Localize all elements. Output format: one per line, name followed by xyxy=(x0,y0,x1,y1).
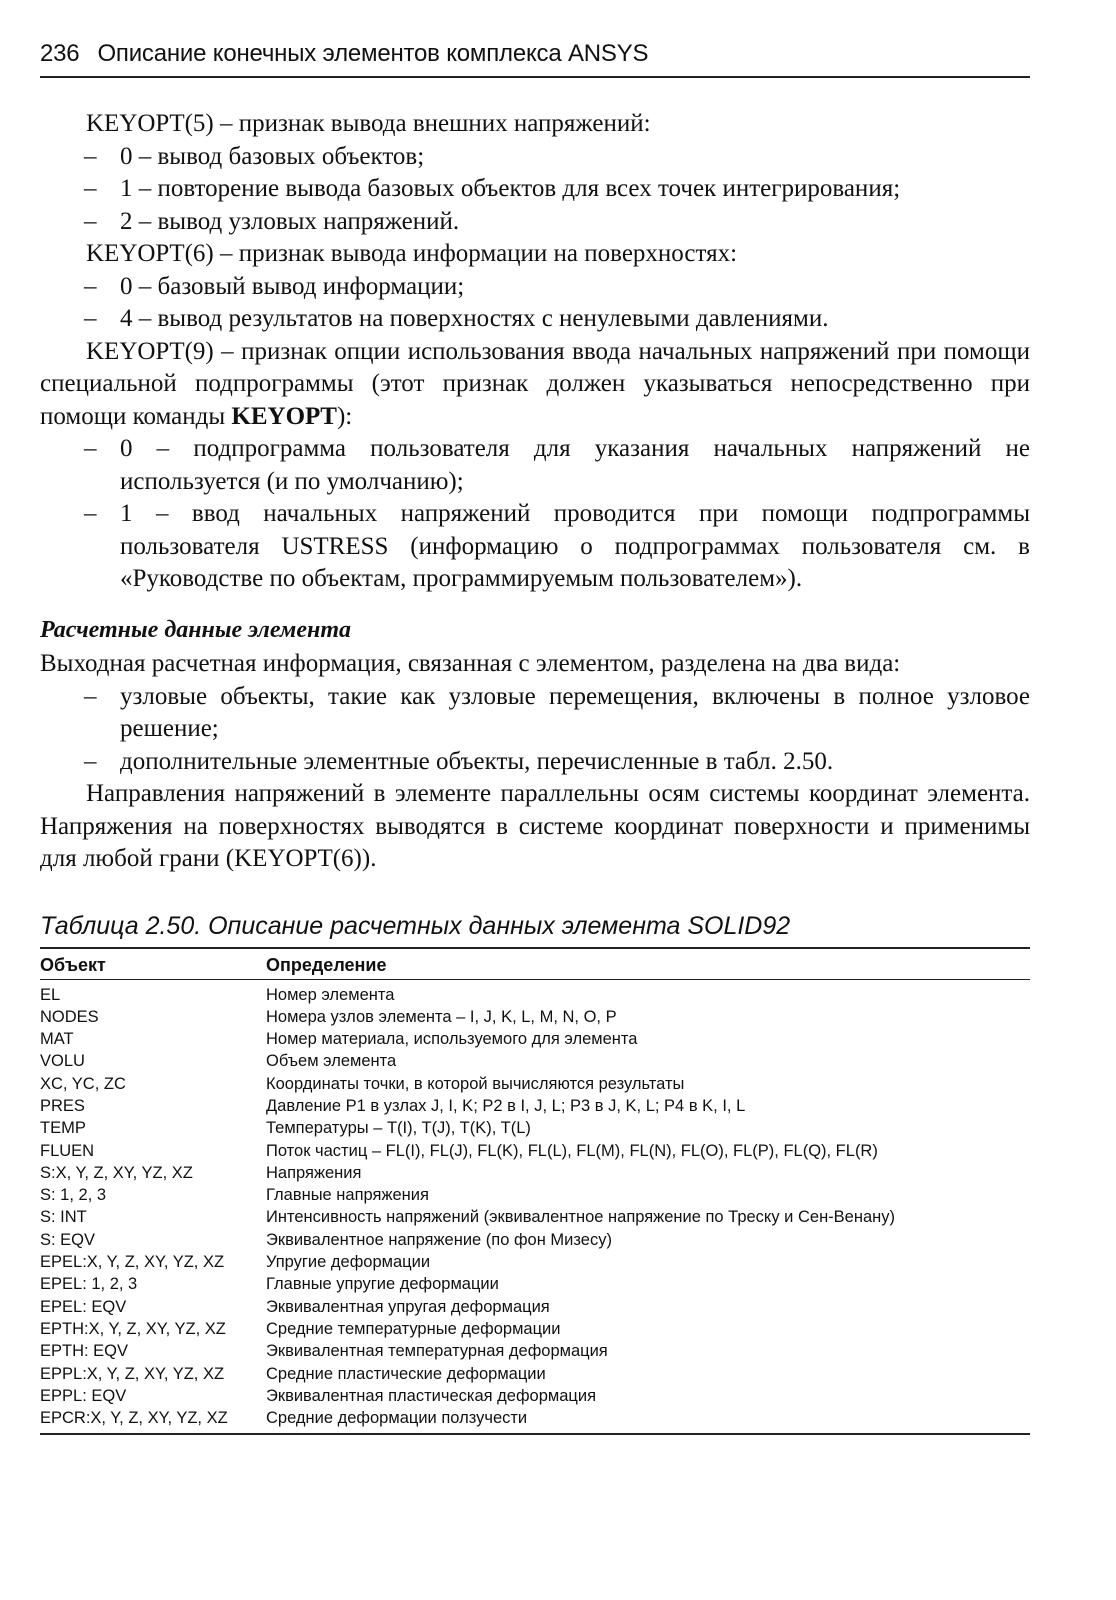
cell-object: EPEL:X, Y, Z, XY, YZ, XZ xyxy=(40,1253,225,1272)
cell-object: S:X, Y, Z, XY, YZ, XZ xyxy=(40,1163,193,1182)
keyopt9-intro: KEYOPT(9) – признак опции использования ввода начальных напряжений при помощи специальной подпрограммы (этот признак должен указываться непосредственно при помощи команды KEYOPT): xyxy=(40,337,1030,430)
cell-definition: Интенсивность напряжений (эквивалентное напряжение по Треску и Сен-Венану) xyxy=(266,1208,895,1227)
cell-object: FLUEN xyxy=(40,1141,95,1160)
cell-object: EPTH:X, Y, Z, XY, YZ, XZ xyxy=(40,1319,226,1338)
table-row xyxy=(40,1407,1030,1429)
table-row xyxy=(40,1385,1030,1407)
running-head xyxy=(40,40,1030,78)
list-item: – 2 – вывод узловых напряжений. xyxy=(84,207,460,235)
cell-definition: Главные напряжения xyxy=(266,1186,429,1205)
cell-object: VOLU xyxy=(40,1052,85,1071)
cell-object: XC, YC, ZC xyxy=(40,1074,126,1093)
output-table xyxy=(40,949,1030,1430)
cell-definition: Температуры – T(I), T(J), T(K), T(L) xyxy=(266,1119,531,1138)
cell-definition: Упругие деформации xyxy=(266,1253,431,1272)
cell-object: TEMP xyxy=(40,1119,86,1138)
list-item: – 4 – вывод результатов на поверхностях с ненулевыми давлениями. xyxy=(84,305,829,332)
cell-definition: Эквивалентная пластическая деформация xyxy=(266,1386,597,1405)
column-header: Объект xyxy=(40,949,266,980)
list-item: – узловые объекты, такие как узловые перемещения, включены в полное узловое решение; xyxy=(84,682,1030,742)
table-row xyxy=(40,1006,1030,1028)
list-item: – дополнительные элементные объекты, перечисленные в табл. 2.50. xyxy=(84,747,834,775)
cell-definition: Номера узлов элемента – I, J, K, L, M, N, O, P xyxy=(266,1007,617,1026)
table-row xyxy=(40,1251,1030,1273)
table-row xyxy=(40,1117,1030,1139)
cell-definition: Эквивалентная температурная деформация xyxy=(266,1342,608,1361)
cell-definition: Эквивалентное напряжение (по фон Мизесу) xyxy=(266,1230,612,1249)
cell-definition: Объем элемента xyxy=(266,1052,397,1071)
cell-definition: Главные упругие деформации xyxy=(266,1275,499,1294)
cell-definition: Номер элемента xyxy=(266,985,395,1004)
table-title: Таблица 2.50. Описание расчетных данных элемента SOLID92 xyxy=(40,912,1030,949)
cell-definition: Координаты точки, в которой вычисляются результаты xyxy=(266,1074,685,1093)
table-row xyxy=(40,1296,1030,1318)
keyopt6-intro: KEYOPT(6) – признак вывода информации на поверхностях: xyxy=(86,240,738,267)
table-row xyxy=(40,1206,1030,1228)
cell-definition: Средние температурные деформации xyxy=(266,1319,561,1338)
cell-object: NODES xyxy=(40,1007,99,1026)
body-text xyxy=(40,108,1030,876)
table-row xyxy=(40,1095,1030,1117)
page-number: 236 xyxy=(40,40,80,67)
cell-definition: Средние деформации ползучести xyxy=(266,1409,528,1428)
table-row xyxy=(40,1363,1030,1385)
cell-definition: Эквивалентная упругая деформация xyxy=(266,1297,550,1316)
section-paragraph: Направления напряжений в элементе параллельны осям системы координат элемента. Напряжения на поверхностях выводятся в системе координат поверхности и применимы для любой грани (KEYOPT(6)). xyxy=(40,780,1030,872)
cell-object: EPEL: EQV xyxy=(40,1297,127,1316)
table-row xyxy=(40,1073,1030,1095)
cell-object: EPPL: EQV xyxy=(40,1386,127,1405)
table-row xyxy=(40,979,1030,1006)
cell-definition: Напряжения xyxy=(266,1163,362,1182)
section-intro: Выходная расчетная информация, связанная с элементом, разделена на два вида: xyxy=(40,650,901,677)
cell-object: EPEL: 1, 2, 3 xyxy=(40,1275,138,1294)
list-item: – 1 – повторение вывода базовых объектов для всех точек интегрирования; xyxy=(84,175,901,202)
cell-object: S: 1, 2, 3 xyxy=(40,1186,107,1205)
table-row xyxy=(40,1028,1030,1050)
cell-object: PRES xyxy=(40,1096,85,1115)
cell-object: S: EQV xyxy=(40,1230,96,1249)
cell-definition: Номер материала, используемого для элемента xyxy=(266,1030,638,1049)
table-bottom-rule xyxy=(40,1433,1030,1435)
keyopt5-intro: KEYOPT(5) – признак вывода внешних напряжений: xyxy=(86,110,651,137)
list-item: – 0 – подпрограмма пользователя для указания начальных напряжений не используется (и по умолчанию); xyxy=(84,435,1030,495)
table-row xyxy=(40,1050,1030,1072)
cell-object: S: INT xyxy=(40,1208,87,1227)
table-header-row xyxy=(40,949,1030,980)
table-row xyxy=(40,1140,1030,1162)
list-item: – 1 – ввод начальных напряжений проводится при помощи подпрограммы пользователя USTRESS (информацию о подпрограммах пользователя см. в «Руководстве по объектам, программируемым пользователем»). xyxy=(84,500,1030,592)
list-item: – 0 – базовый вывод информации; xyxy=(84,272,465,300)
list-item: – 0 – вывод базовых объектов; xyxy=(84,142,425,170)
table-row xyxy=(40,1184,1030,1206)
cell-definition: Средние пластические деформации xyxy=(266,1364,546,1383)
table-row xyxy=(40,1340,1030,1362)
page xyxy=(40,40,1030,1435)
cell-object: MAT xyxy=(40,1030,74,1049)
table-row xyxy=(40,1273,1030,1295)
cell-object: EPTH: EQV xyxy=(40,1342,129,1361)
cell-object: EPPL:X, Y, Z, XY, YZ, XZ xyxy=(40,1364,225,1383)
cell-object: EL xyxy=(40,985,61,1004)
section-heading: Расчетные данные элемента xyxy=(40,616,351,643)
table-row xyxy=(40,1229,1030,1251)
table-row xyxy=(40,1162,1030,1184)
running-head-title: Описание конечных элементов комплекса ANSYS xyxy=(97,40,649,67)
cell-definition: Поток частиц – FL(I), FL(J), FL(K), FL(L), FL(M), FL(N), FL(O), FL(P), FL(Q), FL(R) xyxy=(266,1141,878,1160)
table-row xyxy=(40,1318,1030,1340)
column-header: Определение xyxy=(266,949,1030,980)
cell-definition: Давление P1 в узлах J, I, K; P2 в I, J, L; P3 в J, K, L; P4 в K, I, L xyxy=(266,1096,746,1115)
cell-object: EPCR:X, Y, Z, XY, YZ, XZ xyxy=(40,1409,228,1428)
